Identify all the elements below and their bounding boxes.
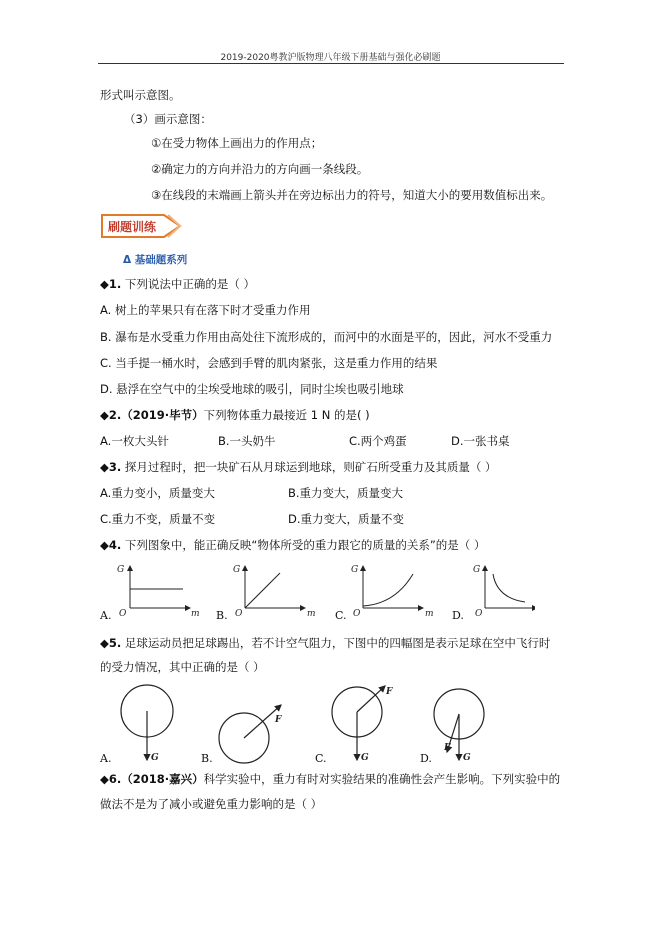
q4-stem-line bbox=[100, 538, 485, 552]
q1-number: ◆1. bbox=[100, 277, 122, 291]
q4-a-y-label: G bbox=[117, 565, 125, 575]
q4-c-curve bbox=[363, 574, 413, 606]
q5-label-a: A. bbox=[100, 752, 112, 765]
q1-option-c: C. 当手提一桶水时，会感到手臂的肌肉紧张，这是重力作用的结果 bbox=[100, 356, 438, 370]
header-rule bbox=[98, 63, 564, 64]
series-title: Δ 基础题系列 bbox=[123, 254, 188, 266]
q1-option-d: D. 悬浮在空气中的尘埃受地球的吸引，同时尘埃也吸引地球 bbox=[100, 382, 404, 396]
q1-option-a: A. 树上的苹果只有在落下时才受重力作用 bbox=[100, 303, 311, 317]
q5-label-d: D. bbox=[420, 752, 432, 765]
q6-stem-line2: 做法不是为了减小或避免重力影响的是（ ） bbox=[100, 797, 323, 811]
q2-option-a: A.一枚大头针 bbox=[100, 434, 169, 448]
q3-option-c: C.重力不变，质量不变 bbox=[100, 512, 216, 526]
intro-line1: 形式叫示意图。 bbox=[100, 88, 181, 102]
q6-stem-line bbox=[100, 772, 560, 786]
q6-number: ◆6. bbox=[100, 772, 122, 786]
q3-number: ◆3. bbox=[100, 460, 122, 474]
q6-stem: 科学实验中，重力有时对实验结果的准确性会产生影响。下列实验中的 bbox=[203, 772, 561, 786]
q5-stem-line bbox=[100, 636, 550, 650]
q4-label-d: D. bbox=[452, 609, 464, 622]
q2-source: （2019·毕节） bbox=[121, 408, 204, 422]
q2-stem: 下列物体重力最接近 1 N 的是( ) bbox=[203, 408, 370, 422]
q1-stem: 下列说法中正确的是（ ） bbox=[124, 277, 256, 291]
intro-step3: ③在线段的末端画上箭头并在旁边标出力的符号，知道大小的要用数值标出来。 bbox=[151, 188, 553, 202]
q5-c-g-label: G bbox=[361, 753, 369, 763]
q4-stem: 下列图象中，能正确反映“物体所受的重力跟它的质量的关系”的是（ ） bbox=[124, 538, 486, 552]
intro-step1: ①在受力物体上画出力的作用点； bbox=[151, 136, 323, 150]
q4-c-y-label: G bbox=[351, 565, 359, 575]
q4-b-curve bbox=[245, 573, 280, 608]
q4-number: ◆4. bbox=[100, 538, 122, 552]
q4-d-origin: O bbox=[475, 609, 483, 619]
q1-option-b: B. 瀑布是水受重力作用由高处往下流形成的，而河中的水面是平的，因此，河水不受重力 bbox=[100, 330, 553, 344]
q5-stem-line2: 的受力情况，其中正确的是（ ） bbox=[100, 660, 265, 674]
q4-label-b: B. bbox=[216, 609, 228, 622]
q5-label-b: B. bbox=[201, 752, 213, 765]
q5-c-force-arrow bbox=[357, 686, 385, 712]
q5-d-f-label: F bbox=[444, 743, 451, 753]
q5-b-f-label: F bbox=[275, 715, 282, 725]
q4-d-y-label: G bbox=[473, 565, 481, 575]
q1-stem-line bbox=[100, 277, 255, 291]
q5-d-g-label: G bbox=[463, 753, 471, 763]
intro-step2: ②确定力的方向并沿力的方向画一条线段。 bbox=[151, 162, 369, 176]
q4-d-curve bbox=[493, 574, 525, 602]
q4-a-x-label: m bbox=[191, 609, 200, 619]
q3-option-d: D.重力变大，质量不变 bbox=[288, 512, 405, 526]
q3-stem: 探月过程时，把一块矿石从月球运到地球，则矿石所受重力及其质量（ ） bbox=[124, 460, 497, 474]
q5-c-f-label: F bbox=[386, 687, 393, 697]
page-header: 2019-2020粤教沪版物理八年级下册基础与强化必刷题 bbox=[220, 53, 441, 63]
q5-stem: 足球运动员把足球踢出，若不计空气阻力，下图中的四幅图是表示足球在空中飞行时 bbox=[124, 636, 551, 650]
q6-source: （2018·嘉兴） bbox=[121, 772, 204, 786]
q3-option-b: B.重力变大，质量变大 bbox=[288, 486, 404, 500]
q4-graphs-figure bbox=[95, 560, 535, 622]
q3-stem-line bbox=[100, 460, 497, 474]
badge-label: 刷题训练 bbox=[108, 220, 157, 234]
q2-option-b: B.一头奶牛 bbox=[218, 434, 276, 448]
q5-forces-figure bbox=[95, 678, 525, 770]
q4-c-origin: O bbox=[353, 609, 361, 619]
section-badge bbox=[100, 212, 184, 240]
q2-number: ◆2. bbox=[100, 408, 122, 422]
q3-option-a: A.重力变小，质量变大 bbox=[100, 486, 215, 500]
q4-c-x-label: m bbox=[425, 609, 434, 619]
q4-b-y-label: G bbox=[233, 565, 241, 575]
q4-a-origin: O bbox=[119, 609, 127, 619]
q2-stem-line bbox=[100, 408, 370, 422]
q4-label-c: C. bbox=[335, 609, 347, 622]
intro-step-title: （3）画示意图： bbox=[124, 112, 212, 126]
q5-label-c: C. bbox=[315, 752, 327, 765]
q2-option-d: D.一张书桌 bbox=[451, 434, 510, 448]
q5-number: ◆5. bbox=[100, 636, 122, 650]
q5-a-g-label: G bbox=[151, 753, 159, 763]
q4-label-a: A. bbox=[100, 609, 112, 622]
q4-b-x-label: m bbox=[307, 609, 316, 619]
q4-b-origin: O bbox=[235, 609, 243, 619]
q2-option-c: C.两个鸡蛋 bbox=[349, 434, 407, 448]
